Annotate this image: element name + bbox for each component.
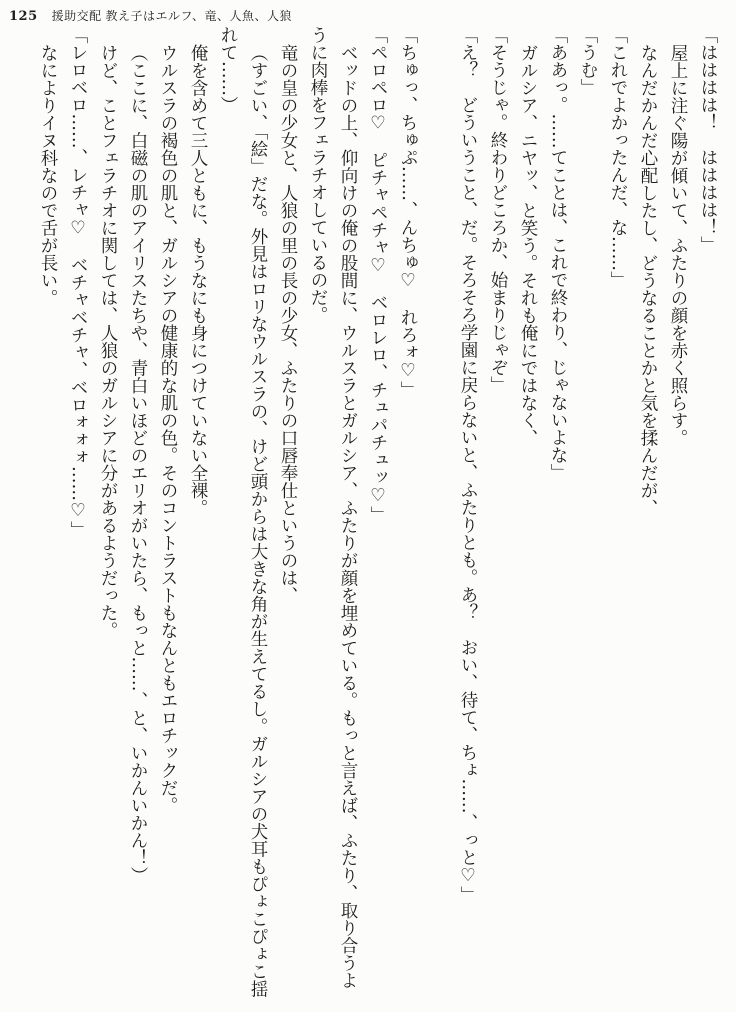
text-column: 「レロベロ……、レチャ♡ ベチャベチャ、ベロォォォ……♡」 (68, 26, 88, 539)
text-column: 「ペロペロ♡ ピチャペチャ♡ ベロレロ、チュパチュッ♡」 (368, 26, 388, 524)
text-column: 屋上に注ぐ陽が傾いて、ふたりの顔を赤く照らす。 (668, 43, 688, 446)
text-column: なんだかんだ心配したし、どうなることかと気を揉んだが、 (638, 43, 658, 516)
text-column: 「そうじゃ。終わりどころか、始まりじゃぞ」 (488, 26, 508, 394)
text-column: なによりイヌ科なので舌が長い。 (38, 43, 58, 306)
running-header (9, 7, 292, 24)
text-column: 俺を含めて三人ともに、もうなにも身につけていない全裸。 (188, 43, 208, 516)
text-column: れて……） (218, 26, 238, 114)
text-column: 「え？ どういうこと、だ。そろそろ学園に戻らないと、ふたりとも。あ？ おい、待て、ちょ……、っと♡」 (458, 26, 478, 904)
novel-text (33, 26, 723, 1008)
text-column: 竜の皇の少女と、人狼の里の長の少女、ふたりの口唇奉仕というのは、 (278, 43, 298, 604)
header-title: 援助交配 教え子はエルフ、竜、人魚、人狼 (51, 9, 293, 23)
text-column: うに肉棒をフェラチオしているのだ。 (308, 26, 328, 324)
blank-column (423, 26, 453, 1008)
text-column: 「うむ」 (578, 26, 598, 96)
text-column: （ここに、白磁の肌のアイリスたちや、青白いほどのエリオがいたら、もっと……、と、いかんいかん！） (128, 43, 148, 884)
text-column: 「はははは！ はははは！」 (698, 26, 718, 254)
text-column: 「これでよかったんだ、な……」 (608, 26, 628, 289)
text-column: ウルスラの褐色の肌と、ガルシアの健康的な肌の色。そのコントラストもなんともエロチックだ。 (158, 43, 178, 814)
text-column: （すごい、「絵」だな。外見はロリなウルスラの、けど頭からは大きな角が生えてるし。ガルシアの犬耳もぴょこぴょこ揺 (248, 43, 268, 998)
text-column: ベッドの上、仰向けの俺の股間に、ウルスラとガルシア、ふたりが顔を埋めている。もっと言えば、ふたり、取り合うよ (338, 43, 358, 989)
text-column: 「ああっ。……てことは、これで終わり、じゃないよな」 (548, 26, 568, 481)
text-column: けど、ことフェラチオに関しては、人狼のガルシアに分があるようだった。 (98, 43, 118, 639)
page-number: 125 (9, 9, 38, 24)
text-column: 「ちゅっ、ちゅぷ……、んちゅ♡ れろォ♡」 (398, 26, 418, 399)
text-column: ガルシア、ニヤッ、と笑う。それも俺にではなく、 (518, 43, 538, 446)
